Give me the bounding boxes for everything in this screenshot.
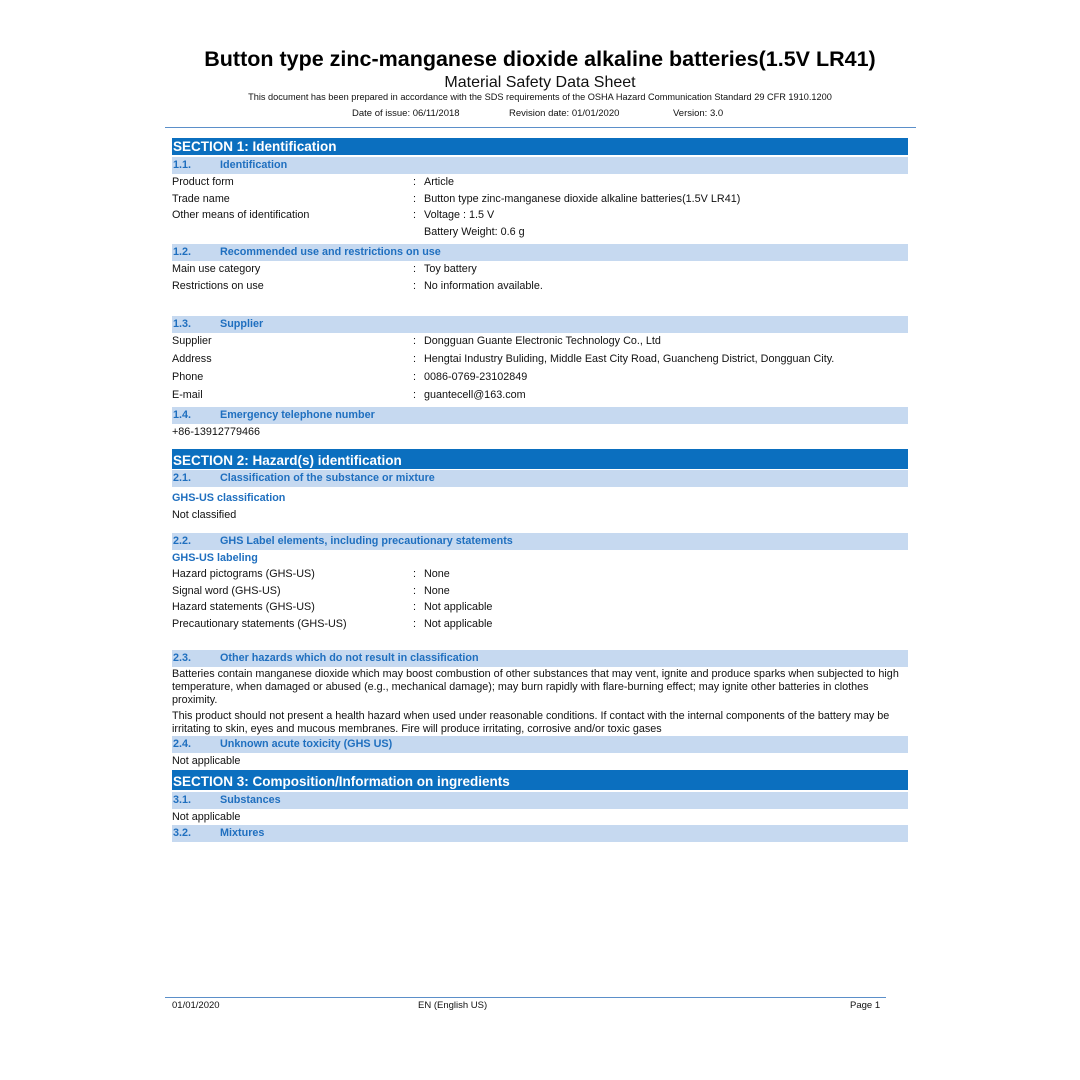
paragraph-line: proximity. (172, 694, 218, 706)
field-value: Dongguan Guante Electronic Technology Co., Ltd (424, 335, 661, 347)
supplier-row (172, 333, 908, 351)
colon: : (413, 263, 416, 275)
page-number: Page 1 (850, 1000, 881, 1011)
main-use-row (172, 261, 908, 278)
substances-row (172, 809, 908, 826)
version: Version: 3.0 (673, 108, 724, 119)
colon: : (413, 209, 416, 221)
subsection-1-4-header (172, 407, 908, 424)
field-value: Not applicable (172, 810, 241, 823)
revision-date: Revision date: 01/01/2020 (509, 108, 620, 119)
subsection-2-3-header (172, 650, 908, 667)
paragraph-line: This product should not present a health hazard when used under reasonable conditions. If contact with the internal components of the battery may be (172, 710, 890, 722)
field-label: Hazard pictograms (GHS-US) (172, 568, 315, 580)
colon: : (413, 176, 416, 188)
field-label: Phone (172, 371, 204, 383)
colon: : (413, 353, 416, 365)
restrictions-row (172, 278, 908, 295)
subsection-label: GHS Label elements, including precautionary statements (220, 535, 513, 547)
compliance-note: This document has been prepared in accordance with the SDS requirements of the OSHA Hazard Communication Standard 29 CFR 1910.1200 (248, 92, 832, 102)
field-value: Voltage : 1.5 V (424, 209, 495, 221)
subsection-number: 1.4. (173, 409, 192, 421)
sds-content (172, 138, 908, 842)
field-value: Not applicable (424, 601, 493, 613)
subsection-number: 3.1. (173, 793, 192, 806)
colon: : (413, 601, 416, 613)
subsection-number: 2.1. (173, 471, 192, 484)
field-value: Hengtai Industry Buliding, Middle East City Road, Guancheng District, Dongguan City. (424, 353, 835, 365)
field-label: Address (172, 353, 212, 365)
colon: : (413, 584, 416, 597)
colon: : (413, 568, 416, 580)
subsection-label: Emergency telephone number (220, 409, 375, 421)
product-form-row (172, 174, 908, 191)
section-1-header: SECTION 1: Identification (172, 138, 908, 155)
paragraph-line: irritating to skin, eyes and mucous membranes. Fire will produce irritating, corrosive and/or toxic gases (172, 723, 662, 735)
field-label: Restrictions on use (172, 279, 264, 292)
subsection-number: 2.2. (173, 535, 192, 547)
footer-divider (165, 997, 886, 998)
subsection-label: Identification (220, 159, 288, 171)
field-label: Signal word (GHS-US) (172, 584, 281, 597)
header-divider (165, 127, 916, 128)
subsection-number: 1.3. (173, 318, 192, 330)
subsection-number: 1.2. (173, 246, 192, 258)
colon: : (413, 371, 416, 383)
pictograms-row (172, 566, 908, 583)
field-label: E-mail (172, 389, 203, 401)
field-value: Not applicable (424, 617, 493, 630)
field-label: Precautionary statements (GHS-US) (172, 617, 347, 630)
document-subtitle: Material Safety Data Sheet (444, 74, 636, 91)
field-value: Battery Weight: 0.6 g (424, 225, 525, 238)
field-label: Other means of identification (172, 209, 310, 221)
subsection-2-1-header (172, 470, 908, 487)
field-label: Hazard statements (GHS-US) (172, 601, 315, 613)
subsection-2-2-header (172, 533, 908, 550)
subsection-1-2-header (172, 244, 908, 261)
paragraph-line: Batteries contain manganese dioxide which may boost combustion of other substances that may vent, ignite and produce sparks when subjected to high (172, 668, 899, 680)
colon: : (413, 389, 416, 401)
ghs-labeling-heading: GHS-US labeling (172, 552, 258, 564)
emergency-phone-row (172, 424, 908, 441)
emergency-phone: +86-13912779466 (172, 426, 260, 438)
field-value: guantecell@163.com (424, 389, 526, 401)
field-value: No information available. (424, 279, 543, 292)
footer-date: 01/01/2020 (172, 1000, 220, 1011)
field-label: Supplier (172, 335, 212, 347)
field-value: 0086-0769-23102849 (424, 371, 528, 383)
subsection-number: 1.1. (173, 159, 192, 171)
subsection-number: 2.4. (173, 738, 192, 750)
subsection-label: Other hazards which do not result in classification (220, 652, 479, 664)
subsection-number: 2.3. (173, 652, 192, 664)
other-hazards-paragraph-2 (172, 710, 908, 736)
subsection-1-1-header (172, 157, 908, 174)
field-value: Article (424, 176, 454, 188)
date-of-issue: Date of issue: 06/11/2018 (352, 108, 460, 119)
field-value: Toy battery (424, 263, 477, 275)
hazard-statements-row (172, 599, 908, 616)
trade-name-row (172, 191, 908, 208)
colon: : (413, 617, 416, 630)
field-value: Button type zinc-manganese dioxide alkaline batteries(1.5V LR41) (424, 192, 741, 205)
subsection-label: Classification of the substance or mixture (220, 471, 435, 484)
paragraph-line: temperature, when damaged or abused (e.g., mechanical damage); may burn rapidly with flare-burning effect; may ignite other batteries in clothes (172, 681, 869, 693)
subsection-number: 3.2. (173, 827, 192, 839)
field-label: Main use category (172, 263, 261, 275)
address-row (172, 351, 908, 369)
subsection-2-4-header (172, 736, 908, 753)
subsection-label: Unknown acute toxicity (GHS US) (220, 738, 393, 750)
document-title: Button type zinc-manganese dioxide alkaline batteries(1.5V LR41) (204, 47, 876, 71)
field-value: Not classified (172, 508, 237, 521)
field-label: Trade name (172, 192, 230, 205)
subsection-3-2-header (172, 825, 908, 842)
phone-row (172, 369, 908, 387)
section-3-header: SECTION 3: Composition/Information on ingredients (172, 770, 908, 790)
colon: : (413, 279, 416, 292)
field-value: None (424, 584, 450, 597)
subsection-label: Supplier (220, 318, 264, 330)
other-hazards-paragraph-1 (172, 668, 908, 707)
ghs-classification-row (172, 507, 908, 524)
subsection-label: Recommended use and restrictions on use (220, 246, 441, 258)
subsection-1-3-header (172, 316, 908, 333)
precautionary-statements-row (172, 616, 908, 633)
colon: : (413, 192, 416, 205)
subsection-label: Mixtures (220, 827, 265, 839)
subsection-label: Substances (220, 793, 281, 806)
section-2-header: SECTION 2: Hazard(s) identification (172, 449, 908, 469)
battery-weight-row (172, 224, 908, 241)
email-row (172, 387, 908, 405)
other-identification-row (172, 207, 908, 224)
colon: : (413, 335, 416, 347)
footer-language: EN (English US) (418, 1000, 488, 1011)
acute-toxicity-row (172, 753, 908, 770)
field-value: Not applicable (172, 755, 241, 767)
field-value: None (424, 568, 450, 580)
ghs-classification-heading: GHS-US classification (172, 491, 286, 504)
subsection-3-1-header (172, 792, 908, 809)
field-label: Product form (172, 176, 234, 188)
signal-word-row (172, 583, 908, 600)
